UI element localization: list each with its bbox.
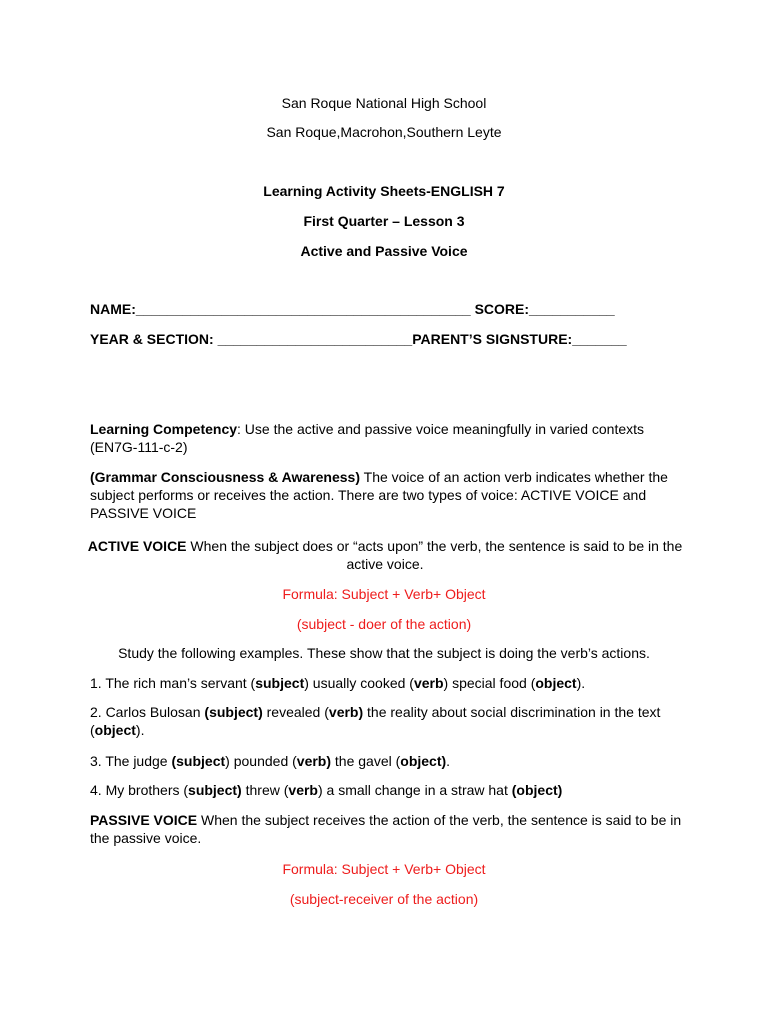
object-tag: object	[94, 722, 136, 738]
active-voice-label: ACTIVE VOICE	[87, 538, 187, 554]
object-tag: object)	[400, 753, 447, 769]
subject-tag: (subject)	[204, 704, 263, 720]
example-text: ) usually cooked (	[304, 675, 414, 691]
name-score-field: NAME:___________________________________________ SCORE:___________	[90, 301, 615, 317]
passive-formula: Formula: Subject + Verb+ Object	[282, 861, 486, 877]
competency-text: : Use the active and passive voice meaningfully in varied contexts (EN7G-111-c-2)	[90, 421, 645, 455]
passive-voice-definition	[90, 811, 690, 847]
worksheet-title: Learning Activity Sheets-ENGLISH 7	[263, 183, 505, 199]
example-text: ) special food (	[443, 675, 536, 691]
example-text: .	[446, 753, 451, 769]
lesson-topic: Active and Passive Voice	[300, 243, 468, 259]
example-text: ).	[576, 675, 586, 691]
active-note: (subject - doer of the action)	[296, 616, 472, 632]
example-text: 1. The rich man’s servant (	[90, 675, 256, 691]
examples-intro: Study the following examples. These show that the subject is doing the verb’s actions.	[118, 645, 650, 661]
example-text: ).	[135, 722, 145, 738]
verb-tag: verb	[288, 782, 318, 798]
active-voice-text: When the subject does or “acts upon” the verb, the sentence is said to be in the active voice.	[186, 538, 683, 572]
grammar-label: (Grammar Consciousness & Awareness)	[90, 469, 360, 485]
active-formula: Formula: Subject + Verb+ Object	[282, 586, 486, 602]
subject-tag: subject	[255, 675, 305, 691]
example-text: the gavel (	[331, 753, 401, 769]
example-3	[90, 752, 690, 770]
active-voice-definition	[80, 537, 690, 573]
quarter-lesson: First Quarter – Lesson 3	[303, 213, 465, 229]
object-tag: (object)	[511, 782, 563, 798]
example-4	[90, 781, 690, 799]
subject-tag: subject)	[188, 782, 242, 798]
subject-tag: (subject	[171, 753, 226, 769]
verb-tag: verb)	[328, 704, 364, 720]
example-text: 2. Carlos Bulosan	[90, 704, 205, 720]
passive-voice-text: When the subject receives the action of the verb, the sentence is said to be in the passive voice.	[90, 812, 682, 846]
object-tag: object	[535, 675, 577, 691]
example-text: 3. The judge	[90, 753, 172, 769]
passive-voice-label: PASSIVE VOICE	[90, 812, 198, 828]
example-2	[90, 703, 690, 739]
example-text: revealed (	[262, 704, 329, 720]
verb-tag: verb)	[296, 753, 332, 769]
year-section-signature-field: YEAR & SECTION: _________________________PARENT’S SIGNSTURE:_______	[90, 331, 627, 347]
competency-label: Learning Competency	[90, 421, 238, 437]
example-text: ) a small change in a straw hat	[317, 782, 512, 798]
example-text: 4. My brothers (	[90, 782, 189, 798]
verb-tag: verb	[413, 675, 444, 691]
grammar-text: The voice of an action verb indicates whether the subject performs or receives the action. There are two types of voice: ACTIVE VOICE and PASSIVE VOICE	[90, 469, 668, 521]
example-text: ) pounded (	[225, 753, 297, 769]
example-text: threw (	[241, 782, 289, 798]
grammar-intro	[90, 468, 690, 522]
school-address: San Roque,Macrohon,Southern Leyte	[266, 124, 502, 140]
school-name: San Roque National High School	[281, 95, 487, 111]
example-text: the reality about social discrimination in the text (	[90, 704, 661, 738]
example-1	[90, 674, 690, 692]
passive-note: (subject-receiver of the action)	[289, 891, 479, 907]
learning-competency	[90, 420, 690, 456]
